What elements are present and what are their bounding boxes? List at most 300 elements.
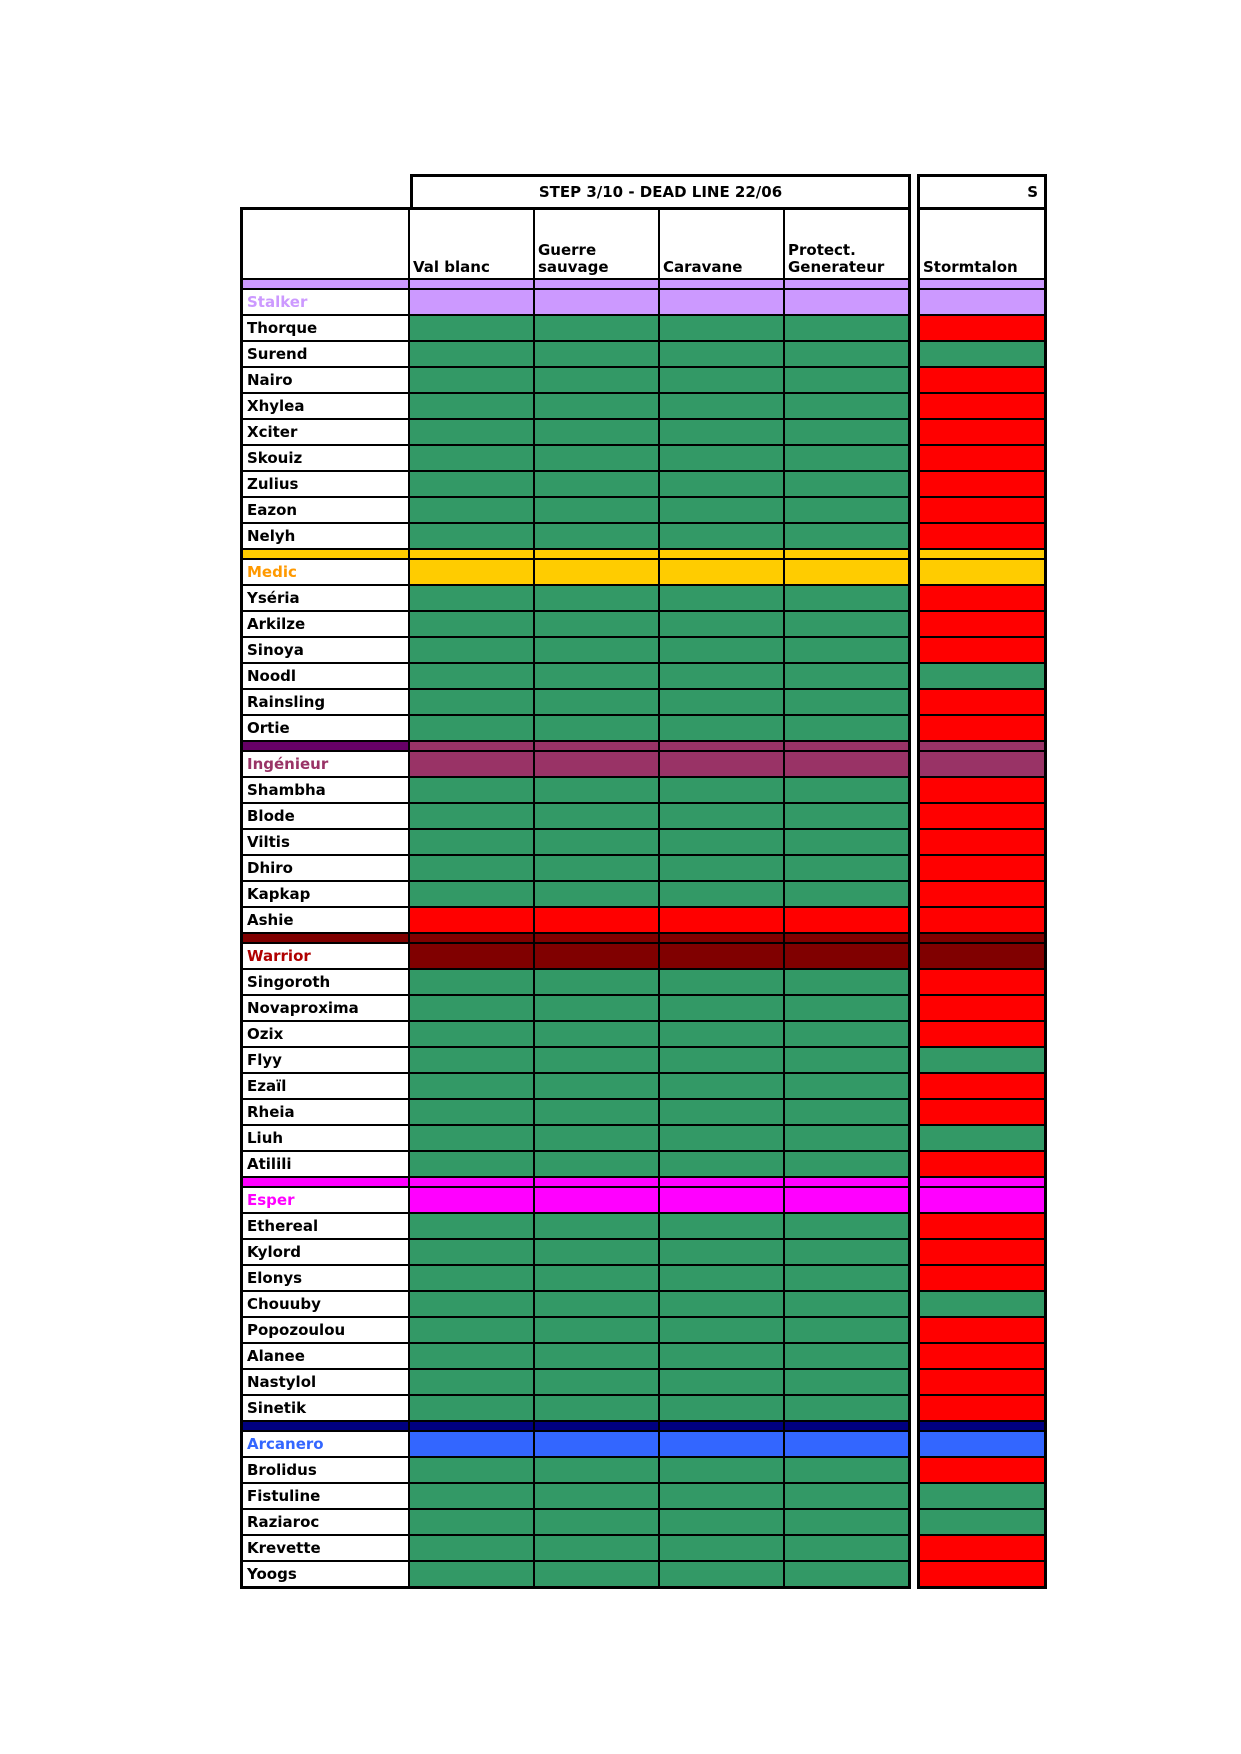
status-cell-green[interactable] [785,1484,908,1508]
section-fill-cell[interactable] [535,560,658,584]
player-name-cell[interactable]: Skouiz [243,446,408,470]
status-cell-red[interactable] [920,394,1044,418]
status-cell-green[interactable] [785,524,908,548]
status-cell-green[interactable] [660,1048,783,1072]
section-header-stalker[interactable]: Stalker [243,290,408,314]
status-cell-green[interactable] [785,1022,908,1046]
status-cell-green[interactable] [410,1048,533,1072]
player-name-cell[interactable]: Yséria [243,586,408,610]
status-cell-green[interactable] [785,1048,908,1072]
status-cell-green[interactable] [410,1344,533,1368]
status-cell-green[interactable] [660,716,783,740]
status-cell-green[interactable] [785,342,908,366]
status-cell-green[interactable] [535,524,658,548]
status-cell-green[interactable] [410,420,533,444]
section-fill-cell[interactable] [410,1188,533,1212]
player-name-cell[interactable]: Xhylea [243,394,408,418]
status-cell-green[interactable] [785,472,908,496]
status-cell-green[interactable] [785,368,908,392]
status-cell-red[interactable] [920,778,1044,802]
section-fill-cell[interactable] [785,944,908,968]
status-cell-green[interactable] [785,1344,908,1368]
section-fill-cell[interactable] [785,1188,908,1212]
status-cell-green[interactable] [410,1100,533,1124]
section-fill-cell[interactable] [535,1432,658,1456]
column-header-val-blanc[interactable]: Val blanc [410,210,533,278]
status-cell-red[interactable] [920,1214,1044,1238]
status-cell-green[interactable] [785,1152,908,1176]
status-cell-green[interactable] [920,1510,1044,1534]
section-fill-cell[interactable] [920,560,1044,584]
status-cell-green[interactable] [785,1240,908,1264]
section-fill-cell[interactable] [920,944,1044,968]
status-cell-green[interactable] [785,1126,908,1150]
status-cell-red[interactable] [920,316,1044,340]
status-cell-green[interactable] [410,830,533,854]
status-cell-green[interactable] [660,1266,783,1290]
status-cell-green[interactable] [660,316,783,340]
status-cell-green[interactable] [410,856,533,880]
section-fill-cell[interactable] [410,1432,533,1456]
player-name-cell[interactable]: Shambha [243,778,408,802]
status-cell-green[interactable] [785,830,908,854]
section-fill-cell[interactable] [410,560,533,584]
section-stripe [660,934,783,942]
status-cell-green[interactable] [785,804,908,828]
column-header-caravane[interactable]: Caravane [660,210,783,278]
status-cell-green[interactable] [660,1318,783,1342]
status-cell-red[interactable] [920,638,1044,662]
status-cell-red[interactable] [920,1266,1044,1290]
step-deadline-header-cell[interactable]: STEP 3/10 - DEAD LINE 22/06 [410,174,911,210]
status-cell-red[interactable] [920,1344,1044,1368]
status-cell-red[interactable] [920,996,1044,1020]
status-cell-green[interactable] [660,446,783,470]
status-cell-green[interactable] [660,498,783,522]
section-fill-cell[interactable] [920,752,1044,776]
status-cell-green[interactable] [785,1510,908,1534]
status-cell-green[interactable] [535,1536,658,1560]
status-cell-green[interactable] [410,1562,533,1586]
section-fill-cell[interactable] [410,290,533,314]
status-cell-green[interactable] [410,1022,533,1046]
status-cell-green[interactable] [535,1318,658,1342]
status-cell-red[interactable] [410,908,533,932]
status-cell-green[interactable] [660,690,783,714]
status-cell-green[interactable] [535,882,658,906]
status-cell-green[interactable] [660,1562,783,1586]
status-cell-green[interactable] [410,316,533,340]
status-cell-green[interactable] [410,664,533,688]
status-cell-green[interactable] [410,1152,533,1176]
player-name-cell[interactable]: Alanee [243,1344,408,1368]
status-cell-green[interactable] [410,1266,533,1290]
player-name-cell[interactable]: Blode [243,804,408,828]
status-cell-green[interactable] [785,1266,908,1290]
player-name-cell[interactable]: Sinoya [243,638,408,662]
status-cell-green[interactable] [535,1048,658,1072]
status-cell-green[interactable] [660,804,783,828]
status-cell-green[interactable] [535,1214,658,1238]
status-cell-green[interactable] [660,1152,783,1176]
status-cell-green[interactable] [660,882,783,906]
status-cell-green[interactable] [660,420,783,444]
player-name-cell[interactable]: Popozoulou [243,1318,408,1342]
status-cell-green[interactable] [535,1370,658,1394]
section-fill-cell[interactable] [535,944,658,968]
status-cell-green[interactable] [535,970,658,994]
status-cell-green[interactable] [660,856,783,880]
status-cell-green[interactable] [535,1396,658,1420]
player-name-cell[interactable]: Flyy [243,1048,408,1072]
status-cell-green[interactable] [785,638,908,662]
section-fill-cell[interactable] [785,1432,908,1456]
status-cell-red[interactable] [920,1240,1044,1264]
status-cell-red[interactable] [920,586,1044,610]
player-name-cell[interactable]: Singoroth [243,970,408,994]
status-cell-green[interactable] [410,716,533,740]
status-cell-green[interactable] [535,612,658,636]
status-cell-green[interactable] [410,1536,533,1560]
player-name-cell[interactable]: Eazon [243,498,408,522]
status-cell-green[interactable] [410,394,533,418]
status-cell-green[interactable] [410,472,533,496]
status-cell-green[interactable] [785,446,908,470]
status-cell-red[interactable] [920,804,1044,828]
status-cell-green[interactable] [785,1214,908,1238]
status-cell-green[interactable] [535,586,658,610]
status-cell-red[interactable] [920,882,1044,906]
status-cell-red[interactable] [920,856,1044,880]
section-header-ingenieur[interactable]: Ingénieur [243,752,408,776]
player-name-cell[interactable]: Ezaïl [243,1074,408,1098]
status-cell-red[interactable] [920,472,1044,496]
player-name-cell[interactable]: Viltis [243,830,408,854]
status-cell-green[interactable] [785,316,908,340]
player-name-cell[interactable]: Dhiro [243,856,408,880]
player-name-cell[interactable]: Xciter [243,420,408,444]
status-cell-green[interactable] [535,1240,658,1264]
status-cell-green[interactable] [785,1458,908,1482]
status-cell-green[interactable] [535,1344,658,1368]
status-cell-green[interactable] [410,1458,533,1482]
status-cell-green[interactable] [410,690,533,714]
status-cell-green[interactable] [410,1370,533,1394]
player-name-cell[interactable]: Ozix [243,1022,408,1046]
player-name-cell[interactable]: Fistuline [243,1484,408,1508]
section-fill-cell[interactable] [785,752,908,776]
status-cell-green[interactable] [410,1214,533,1238]
status-cell-green[interactable] [785,778,908,802]
status-cell-green[interactable] [660,394,783,418]
status-cell-green[interactable] [660,1484,783,1508]
status-cell-green[interactable] [410,342,533,366]
status-cell-green[interactable] [410,1074,533,1098]
status-cell-green[interactable] [660,1396,783,1420]
status-cell-green[interactable] [660,586,783,610]
section-fill-cell[interactable] [785,560,908,584]
status-cell-green[interactable] [535,664,658,688]
status-cell-green[interactable] [410,586,533,610]
section-fill-cell[interactable] [660,944,783,968]
status-cell-green[interactable] [660,1292,783,1316]
status-cell-green[interactable] [660,1344,783,1368]
player-name-cell[interactable]: Brolidus [243,1458,408,1482]
status-cell-green[interactable] [535,1484,658,1508]
section-stripe [785,550,908,558]
player-name-cell[interactable]: Chouuby [243,1292,408,1316]
player-name-cell[interactable]: Rainsling [243,690,408,714]
corner-empty-cell[interactable] [243,210,408,278]
status-cell-red[interactable] [920,420,1044,444]
status-cell-green[interactable] [785,498,908,522]
status-cell-green[interactable] [410,638,533,662]
status-cell-red[interactable] [920,1396,1044,1420]
section-fill-cell[interactable] [660,752,783,776]
status-cell-green[interactable] [660,1536,783,1560]
status-cell-green[interactable] [410,804,533,828]
status-cell-green[interactable] [660,1100,783,1124]
status-cell-green[interactable] [410,368,533,392]
status-cell-green[interactable] [535,716,658,740]
section-fill-cell[interactable] [920,1188,1044,1212]
player-name-cell[interactable]: Rheia [243,1100,408,1124]
status-cell-red[interactable] [920,1100,1044,1124]
status-cell-green[interactable] [785,1536,908,1560]
player-name-cell[interactable]: Ortie [243,716,408,740]
status-cell-green[interactable] [535,1266,658,1290]
status-cell-green[interactable] [410,1126,533,1150]
status-cell-green[interactable] [410,524,533,548]
status-cell-red[interactable] [920,716,1044,740]
status-cell-green[interactable] [535,472,658,496]
status-cell-red[interactable] [920,612,1044,636]
status-cell-green[interactable] [410,1510,533,1534]
status-cell-green[interactable] [410,1484,533,1508]
status-cell-red[interactable] [920,1370,1044,1394]
status-cell-green[interactable] [535,1126,658,1150]
section-fill-cell[interactable] [660,1188,783,1212]
status-cell-red[interactable] [920,1318,1044,1342]
status-cell-green[interactable] [535,1292,658,1316]
status-cell-green[interactable] [785,1292,908,1316]
player-name-cell[interactable]: Liuh [243,1126,408,1150]
player-name-cell[interactable]: Ashie [243,908,408,932]
section-fill-cell[interactable] [535,290,658,314]
status-cell-green[interactable] [535,804,658,828]
status-cell-red[interactable] [920,1562,1044,1586]
status-cell-green[interactable] [535,1458,658,1482]
section-header-warrior[interactable]: Warrior [243,944,408,968]
player-name-cell[interactable]: Sinetik [243,1396,408,1420]
status-cell-green[interactable] [920,1048,1044,1072]
player-name-cell[interactable]: Elonys [243,1266,408,1290]
player-name-cell[interactable]: Surend [243,342,408,366]
status-cell-green[interactable] [785,716,908,740]
status-cell-red[interactable] [920,524,1044,548]
status-cell-green[interactable] [785,1100,908,1124]
status-cell-green[interactable] [785,394,908,418]
status-cell-green[interactable] [535,1510,658,1534]
status-cell-green[interactable] [660,1074,783,1098]
player-name-cell[interactable]: Nastylol [243,1370,408,1394]
status-cell-red[interactable] [920,1536,1044,1560]
section-fill-cell[interactable] [535,1188,658,1212]
status-cell-red[interactable] [920,1074,1044,1098]
column-header-guerre-sauvage[interactable]: Guerre sauvage [535,210,658,278]
status-cell-green[interactable] [535,856,658,880]
status-cell-green[interactable] [535,498,658,522]
status-cell-red[interactable] [920,830,1044,854]
section-header-esper[interactable]: Esper [243,1188,408,1212]
status-cell-red[interactable] [785,908,908,932]
player-name-cell[interactable]: Krevette [243,1536,408,1560]
status-cell-green[interactable] [410,1240,533,1264]
status-cell-green[interactable] [660,612,783,636]
status-cell-green[interactable] [660,1214,783,1238]
status-cell-red[interactable] [920,498,1044,522]
status-cell-red[interactable] [920,1022,1044,1046]
player-name-cell[interactable]: Nelyh [243,524,408,548]
status-cell-green[interactable] [785,1562,908,1586]
status-cell-green[interactable] [535,1074,658,1098]
status-cell-green[interactable] [785,1318,908,1342]
status-cell-green[interactable] [920,1292,1044,1316]
status-cell-green[interactable] [410,882,533,906]
status-cell-green[interactable] [660,638,783,662]
status-cell-green[interactable] [410,498,533,522]
status-cell-green[interactable] [535,368,658,392]
status-cell-green[interactable] [660,996,783,1020]
status-cell-green[interactable] [660,342,783,366]
status-cell-green[interactable] [535,690,658,714]
top-left-empty-area [240,174,410,210]
roster-table [240,174,1047,1589]
status-cell-red[interactable] [920,908,1044,932]
status-cell-green[interactable] [535,1152,658,1176]
status-cell-red[interactable] [535,908,658,932]
status-cell-green[interactable] [785,996,908,1020]
status-cell-green[interactable] [660,1458,783,1482]
section-fill-cell[interactable] [660,1432,783,1456]
section-fill-cell[interactable] [660,560,783,584]
status-cell-green[interactable] [660,664,783,688]
status-cell-green[interactable] [785,1074,908,1098]
status-cell-green[interactable] [785,1370,908,1394]
player-name-cell[interactable]: Ethereal [243,1214,408,1238]
status-cell-green[interactable] [785,612,908,636]
status-cell-green[interactable] [535,638,658,662]
status-cell-green[interactable] [660,368,783,392]
player-name-cell[interactable]: Zulius [243,472,408,496]
section-fill-cell[interactable] [410,752,533,776]
status-cell-green[interactable] [410,996,533,1020]
status-cell-green[interactable] [660,1370,783,1394]
status-cell-green[interactable] [920,664,1044,688]
player-name-cell[interactable]: Noodl [243,664,408,688]
status-cell-red[interactable] [920,690,1044,714]
status-cell-green[interactable] [535,342,658,366]
status-cell-green[interactable] [785,856,908,880]
section-header-medic[interactable]: Medic [243,560,408,584]
status-cell-green[interactable] [785,882,908,906]
status-cell-red[interactable] [920,970,1044,994]
status-cell-green[interactable] [920,1484,1044,1508]
status-cell-green[interactable] [535,1100,658,1124]
status-cell-red[interactable] [920,1152,1044,1176]
status-cell-green[interactable] [410,1292,533,1316]
status-cell-green[interactable] [660,1126,783,1150]
status-cell-green[interactable] [535,1022,658,1046]
status-cell-green[interactable] [410,778,533,802]
status-cell-green[interactable] [410,446,533,470]
status-cell-green[interactable] [410,1318,533,1342]
player-name-cell[interactable]: Yoogs [243,1562,408,1586]
status-cell-green[interactable] [660,1022,783,1046]
player-name-cell[interactable]: Raziaroc [243,1510,408,1534]
status-cell-green[interactable] [535,316,658,340]
status-cell-green[interactable] [535,996,658,1020]
player-name-cell[interactable]: Atilili [243,1152,408,1176]
status-cell-green[interactable] [785,1396,908,1420]
status-cell-green[interactable] [660,472,783,496]
section-fill-cell[interactable] [920,290,1044,314]
status-cell-red[interactable] [920,446,1044,470]
player-name-cell[interactable]: Novaproxima [243,996,408,1020]
status-cell-green[interactable] [660,1510,783,1534]
status-cell-green[interactable] [535,830,658,854]
section-fill-cell[interactable] [920,1432,1044,1456]
section-fill-cell[interactable] [660,290,783,314]
status-cell-green[interactable] [535,778,658,802]
status-cell-green[interactable] [660,1240,783,1264]
status-cell-red[interactable] [660,908,783,932]
section-header-arcanero[interactable]: Arcanero [243,1432,408,1456]
column-header-stormtalon[interactable]: Stormtalon [920,210,1044,278]
status-cell-green[interactable] [920,342,1044,366]
status-cell-green[interactable] [785,970,908,994]
status-cell-green[interactable] [785,420,908,444]
status-cell-green[interactable] [785,664,908,688]
status-cell-green[interactable] [535,1562,658,1586]
status-cell-green[interactable] [660,524,783,548]
section-fill-cell[interactable] [410,944,533,968]
status-cell-red[interactable] [920,1458,1044,1482]
player-name-cell[interactable]: Arkilze [243,612,408,636]
status-cell-green[interactable] [660,970,783,994]
status-cell-green[interactable] [535,394,658,418]
status-cell-green[interactable] [410,1396,533,1420]
status-cell-green[interactable] [785,586,908,610]
status-cell-green[interactable] [410,612,533,636]
status-cell-green[interactable] [535,446,658,470]
section-fill-cell[interactable] [535,752,658,776]
status-cell-green[interactable] [410,970,533,994]
status-cell-green[interactable] [785,690,908,714]
status-cell-green[interactable] [535,420,658,444]
player-name-cell[interactable]: Kylord [243,1240,408,1264]
section-fill-cell[interactable] [785,290,908,314]
player-name-cell[interactable]: Thorque [243,316,408,340]
next-step-header-cell[interactable]: S [917,174,1047,210]
status-cell-green[interactable] [920,1126,1044,1150]
status-cell-green[interactable] [660,830,783,854]
column-header-protect-generateur[interactable]: Protect. Generateur [785,210,908,278]
player-name-cell[interactable]: Nairo [243,368,408,392]
player-name-cell[interactable]: Kapkap [243,882,408,906]
status-cell-green[interactable] [660,778,783,802]
status-cell-red[interactable] [920,368,1044,392]
